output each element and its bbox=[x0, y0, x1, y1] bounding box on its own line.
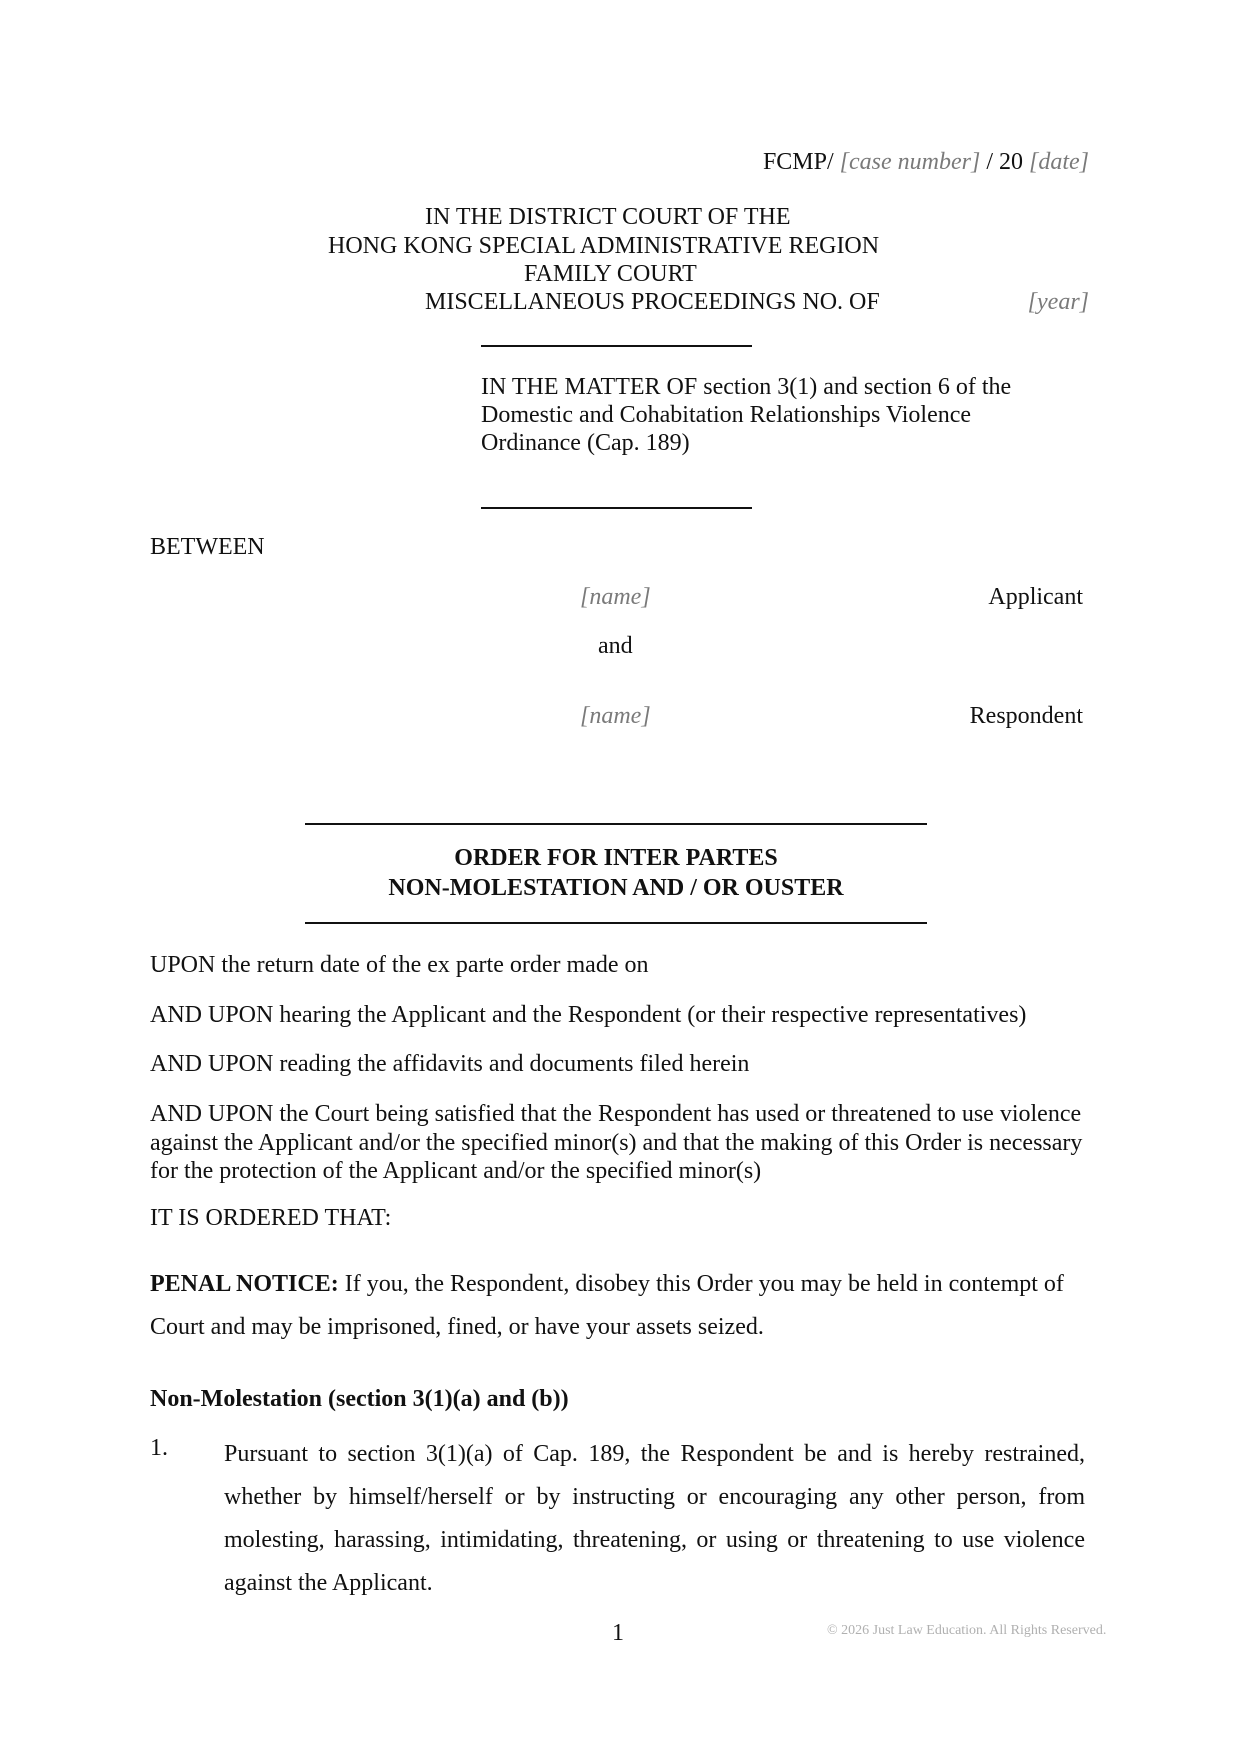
applicant-name-placeholder: [name] bbox=[580, 584, 651, 610]
recital-upon-return: UPON the return date of the ex parte order made on bbox=[150, 952, 649, 978]
date-placeholder: [date] bbox=[1029, 149, 1089, 175]
court-line-4: MISCELLANEOUS PROCEEDINGS NO. OF bbox=[425, 289, 880, 315]
between-label: BETWEEN bbox=[150, 534, 265, 560]
recital-upon-reading: AND UPON reading the affidavits and documents filed herein bbox=[150, 1051, 750, 1077]
divider-top bbox=[481, 345, 752, 347]
applicant-label: Applicant bbox=[988, 584, 1083, 610]
divider-matter bbox=[481, 507, 752, 509]
recital-upon-hearing: AND UPON hearing the Applicant and the Respondent (or their respective representatives) bbox=[150, 1002, 1027, 1028]
recital-ordered: IT IS ORDERED THAT: bbox=[150, 1205, 392, 1231]
year-placeholder: [year] bbox=[1027, 289, 1089, 315]
case-number-placeholder: [case number] bbox=[839, 149, 981, 175]
section-heading-non-molestation: Non-Molestation (section 3(1)(a) and (b)) bbox=[150, 1386, 569, 1412]
clause-text: Pursuant to section 3(1)(a) of Cap. 189, the Respondent be and is hereby restrained, whether by himself/herself or by instructing or encouraging any other person, from molesting, harassing, intimidating, threatening, or using or threatening to use violence against the Applicant. bbox=[224, 1441, 1085, 1596]
case-number-line bbox=[763, 148, 1089, 176]
court-line-2: HONG KONG SPECIAL ADMINISTRATIVE REGION bbox=[328, 233, 880, 259]
penal-notice-label: PENAL NOTICE: bbox=[150, 1271, 339, 1297]
matter-line-2: Domestic and Cohabitation Relationships Violence bbox=[481, 402, 972, 428]
court-line-3: FAMILY COURT bbox=[524, 261, 697, 287]
penal-notice-text: If you, the Respondent, disobey this Order you may be held in contempt of Court and may be imprisoned, fined, or have your assets seized. bbox=[150, 1271, 1064, 1340]
court-line-1: IN THE DISTRICT COURT OF THE bbox=[425, 204, 791, 230]
clause-number: 1. bbox=[150, 1435, 168, 1461]
title-rule-top bbox=[305, 823, 927, 825]
penal-notice bbox=[150, 1263, 1085, 1349]
order-title-line-1: ORDER FOR INTER PARTES bbox=[454, 845, 778, 871]
respondent-name-placeholder: [name] bbox=[580, 703, 651, 729]
respondent-label: Respondent bbox=[969, 703, 1083, 729]
matter-line-1: IN THE MATTER OF section 3(1) and section 6 of the bbox=[481, 374, 1012, 400]
page-number: 1 bbox=[612, 1620, 624, 1646]
recital-court-satisfied: AND UPON the Court being satisfied that the Respondent has used or threatened to use violence against the Applicant and/or the specified minor(s) and that the making of this Order is necessary for the protection of the Applicant and/or the specified minor(s) bbox=[150, 1101, 1083, 1184]
order-title-line-2: NON-MOLESTATION AND / OR OUSTER bbox=[388, 875, 844, 901]
copyright-notice: © 2026 Just Law Education. All Rights Reserved. bbox=[827, 1623, 1107, 1638]
title-rule-bottom bbox=[305, 922, 927, 924]
case-prefix: FCMP/ bbox=[762, 149, 834, 175]
and-label: and bbox=[598, 633, 633, 659]
case-separator: / 20 bbox=[986, 149, 1023, 175]
matter-line-3: Ordinance (Cap. 189) bbox=[481, 430, 690, 456]
